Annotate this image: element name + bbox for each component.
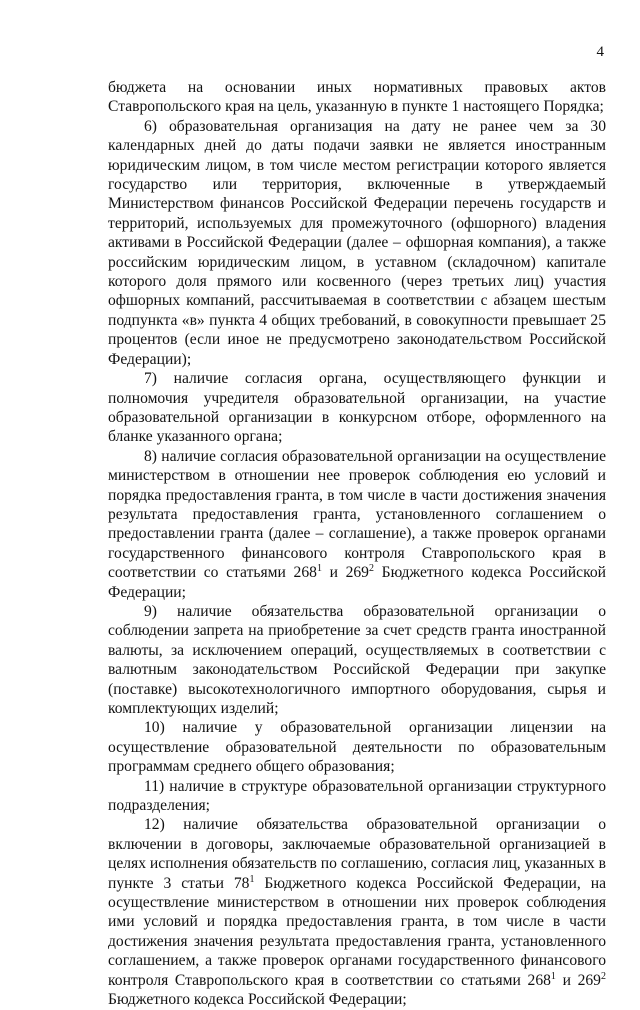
item-8-text-3: Бюджетного кодекса Российской Федерации; (108, 564, 606, 601)
page-number: 4 (596, 44, 604, 60)
item-12-text-3: и 269 (555, 971, 601, 989)
item-12-superscript-3: 2 (600, 970, 606, 982)
item-8-superscript-2: 2 (368, 562, 374, 574)
item-12-text-1: 12) наличие обязательства образовательной организации о включении в договоры, заключаемые образовательной организацией в целях исполнения обязательств по соглашению, согласия лиц, указанных в пункте 3 статьи 78 (108, 816, 606, 892)
item-8-text-2: и 269 (321, 564, 369, 582)
item-8-superscript-1: 1 (316, 562, 322, 574)
paragraph-item-7: 7) наличие согласия органа, осуществляющего функции и полномочия учредителя образовательной организации, на участие образовательной организации в конкурсном отборе, оформленного на бланке указанного органа; (108, 370, 606, 446)
paragraph-item-12 (108, 815, 606, 1009)
paragraph-item-8 (108, 447, 606, 602)
document-body (108, 78, 606, 1010)
paragraph-item-11: 11) наличие в структуре образовательной организации структурного подразделения; (108, 777, 606, 815)
paragraph-item-6: 6) образовательная организация на дату не ранее чем за 30 календарных дней до даты подачи заявки не является иностранным юридическим лицом, в том числе местом регистрации которого является государство или территория, включенные в утверждаемый Министерством финансов Российской Федерации перечень государств и территорий, используемых для промежуточного (офшорного) владения активами в Российской Федерации (далее – офшорная компания), а также российским юридическим лицом, в уставном (складочном) капитале которого доля прямого или косвенного (через третьих лиц) участия офшорных компаний, рассчитываемая в соответствии с абзацем шестым подпункта «в» пункта 4 общих требований, в совокупности превышает 25 процентов (если иное не предусмотрено законодательством Российской Федерации); (108, 117, 606, 368)
item-12-superscript-2: 1 (550, 970, 556, 982)
item-8-text-1: 8) наличие согласия образовательной организации на осуществление министерством в отношении нее проверок соблюдения ею условий и порядка предоставления гранта, в том числе в части достижения значения результата предоставления гранта, установленного соглашением о предоставлении гранта (далее – соглашение), а также проверок органами государственного финансового контроля Ставропольского края в соответствии со статьями 268 (108, 447, 606, 582)
paragraph-continuation: бюджета на основании иных нормативных правовых актов Ставропольского края на цель, указанную в пункте 1 настоящего Порядка; (108, 79, 606, 116)
item-12-text-4: Бюджетного кодекса Российской Федерации; (108, 991, 407, 1009)
paragraph-item-10: 10) наличие у образовательной организации лицензии на осуществление образовательной деятельности по образовательным программам среднего общего образования; (108, 719, 606, 776)
item-12-text-2: Бюджетного кодекса Российской Федерации, на осуществление министерством в отношении них проверок соблюдения ими условий и порядка предоставления гранта, в том числе в части достижения значения результата предоставления гранта, установленного соглашением, а также проверок органами государственного финансового контроля Ставропольского края в соответствии со статьями 268 (108, 874, 606, 989)
item-12-superscript-1: 1 (249, 873, 255, 885)
paragraph-item-9: 9) наличие обязательства образовательной организации о соблюдении запрета на приобретение за счет средств гранта иностранной валюты, за исключением операций, осуществляемых в соответствии с валютным законодательством Российской Федерации при закупке (поставке) высокотехнологичного импортного оборудования, сырья и комплектующих изделий; (108, 602, 606, 717)
